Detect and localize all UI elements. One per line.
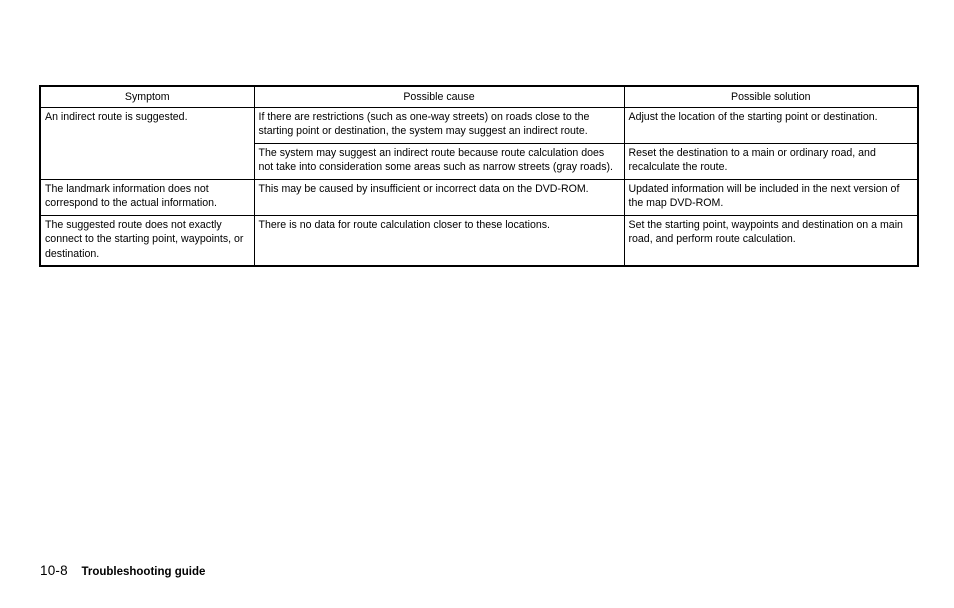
troubleshooting-table-container [39, 85, 917, 267]
section-title: Troubleshooting guide [81, 566, 206, 578]
cause-cell: The system may suggest an indirect route because route calculation does not take into consideration some areas such as narrow streets (gray roads). [254, 143, 624, 179]
table-row [40, 179, 918, 215]
troubleshooting-table [39, 85, 919, 267]
page-number: 10-8 [40, 563, 68, 578]
page-footer [40, 563, 205, 578]
header-possible-cause: Possible cause [254, 86, 624, 107]
symptom-cell: The landmark information does not correspond to the actual information. [40, 179, 254, 215]
header-symptom: Symptom [40, 86, 254, 107]
symptom-cell: An indirect route is suggested. [40, 107, 254, 179]
solution-cell: Set the starting point, waypoints and destination on a main road, and perform route calculation. [624, 215, 918, 266]
solution-cell: Adjust the location of the starting point or destination. [624, 107, 918, 143]
solution-cell: Reset the destination to a main or ordinary road, and recalculate the route. [624, 143, 918, 179]
table-header-row [40, 86, 918, 107]
table-row [40, 107, 918, 143]
table-row [40, 215, 918, 266]
header-possible-solution: Possible solution [624, 86, 918, 107]
solution-cell: Updated information will be included in the next version of the map DVD-ROM. [624, 179, 918, 215]
symptom-cell: The suggested route does not exactly connect to the starting point, waypoints, or destination. [40, 215, 254, 266]
cause-cell: There is no data for route calculation closer to these locations. [254, 215, 624, 266]
cause-cell: If there are restrictions (such as one-way streets) on roads close to the starting point or destination, the system may suggest an indirect route. [254, 107, 624, 143]
cause-cell: This may be caused by insufficient or incorrect data on the DVD-ROM. [254, 179, 624, 215]
